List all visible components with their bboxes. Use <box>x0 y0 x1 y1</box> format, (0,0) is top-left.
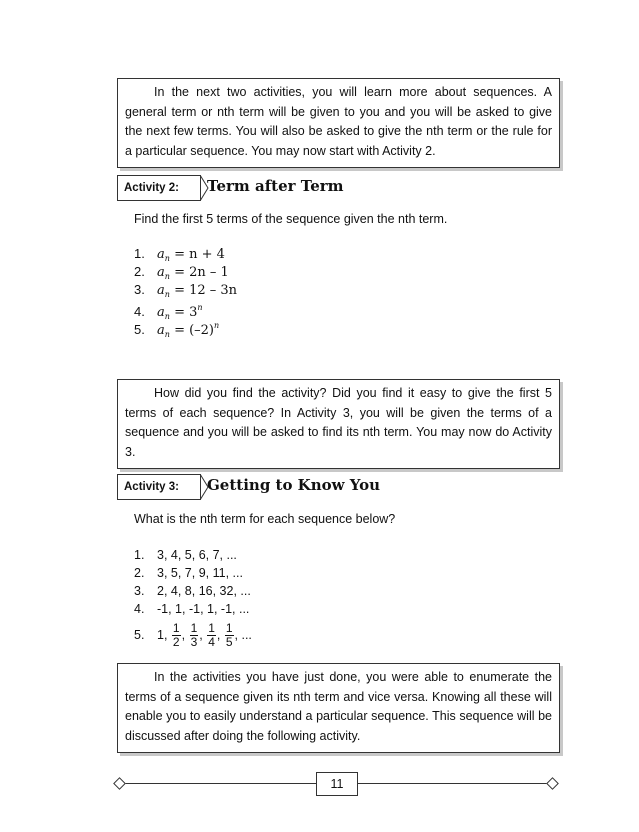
fraction: $\frac{1}{5}$ <box>225 621 233 650</box>
fraction: $\frac{1}{2}$ <box>172 621 180 650</box>
list-item: 5. 1, $\frac{1}{2}$ , $\frac{1}{3}$ , $\frac{1}{4}$ , $\frac{1}{5}$ , ... <box>134 621 252 650</box>
activity2-list <box>134 245 238 339</box>
list-item: 1. 3, 4, 5, 6, 7, ... <box>134 548 237 562</box>
diamond-icon <box>546 777 559 790</box>
footer-rule-right <box>357 783 551 784</box>
list-item: 3. $a_n = 12 - 3n$ <box>134 282 238 299</box>
reflect-text: How did you find the activity? Did you find it easy to give the first 5 terms of each sequence? In Activity 3, you will be given the terms of a sequence and you will be asked to find its nth term. You may now do Activity 3. <box>125 386 552 459</box>
diamond-icon <box>113 777 126 790</box>
reflect-box <box>117 379 560 469</box>
list-item: 4. $a_n = 3^n$ <box>134 303 203 321</box>
activity3-instruction: What is the nth term for each sequence below? <box>134 512 396 526</box>
activity2-title: Term after Term <box>207 177 344 195</box>
list-item: 2. $a_n = 2n - 1$ <box>134 264 229 281</box>
activity3-label: Activity 3: <box>117 474 201 500</box>
footer-rule-left <box>121 783 317 784</box>
list-item: 3. 2, 4, 8, 16, 32, ... <box>134 584 251 598</box>
intro-text: In the next two activities, you will learn more about sequences. A general term or nth term will be given to you and you will be asked to give the next few terms. You will also be asked to give the nth term or the rule for a particular sequence. You may now start with Activity 2. <box>125 85 552 158</box>
fraction: $\frac{1}{3}$ <box>190 621 198 650</box>
summary-text: In the activities you have just done, you were able to enumerate the terms of a sequence given its nth term and vice versa. Knowing all these will enable you to easily understand a particular sequence. This sequence will be discussed after doing the following activity. <box>125 670 552 743</box>
activity2-instruction: Find the first 5 terms of the sequence given the nth term. <box>134 212 448 226</box>
page-number: 11 <box>316 772 358 796</box>
list-item: 1. $a_n = n + 4$ <box>134 246 225 263</box>
fraction: $\frac{1}{4}$ <box>208 621 215 650</box>
activity2-label: Activity 2: <box>117 175 201 201</box>
summary-box <box>117 663 560 753</box>
list-item: 5. $a_n = (-2)^n$ <box>134 321 220 339</box>
activity3-title: Getting to Know You <box>207 476 381 494</box>
list-item: 4. -1, 1, -1, 1, -1, ... <box>134 602 250 616</box>
intro-box <box>117 78 560 168</box>
activity3-list <box>134 546 252 649</box>
list-item: 2. 3, 5, 7, 9, 11, ... <box>134 566 243 580</box>
